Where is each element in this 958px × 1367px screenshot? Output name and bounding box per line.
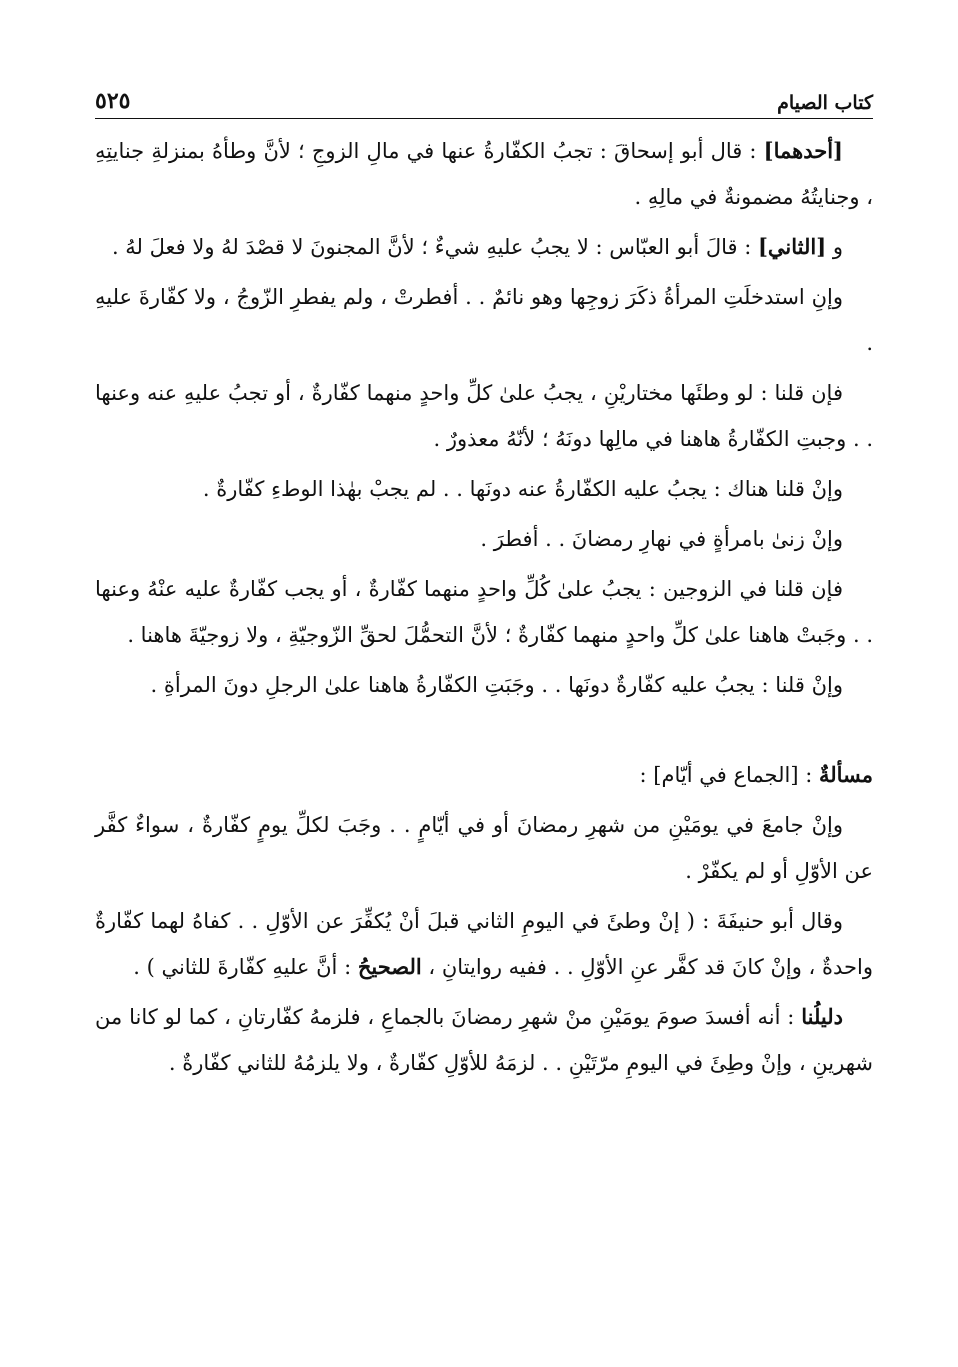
page-body: [95, 128, 873, 1090]
mas-ala-title: : [الجماع في أيّام] :: [639, 763, 819, 787]
paragraph-prefix: و: [826, 235, 843, 259]
paragraph: [95, 662, 873, 708]
paragraph-text: وإنْ قلنا : يجبُ عليه كفّارةٌ دونَها . . وجَبَتِ الكفّارةُ هاهنا علىٰ الرجلِ دونَ المرأةِ .: [150, 673, 843, 697]
paragraph: [95, 370, 873, 462]
paragraph-text: : قالَ أبو العبّاس : لا يجبُ عليهِ شيءٌ ؛ لأنَّ المجنونَ لا قصْدَ لهُ ولا فعلَ لهُ .: [111, 235, 758, 259]
paragraph: [95, 274, 873, 366]
paragraph-lead: [الثاني]: [757, 234, 827, 259]
paragraph: [95, 898, 873, 990]
paragraph-text: : أنَّ عليهِ كفّارةَ للثاني ) .: [133, 955, 358, 979]
paragraph-text: وإنْ جامعَ في يومَيْنِ من شهرِ رمضانَ أو في أيّامٍ . . وجَبَ لكلِّ يومٍ كفّارةٌ ، سواءٌ كفَّر عن الأوّلِ أو لم يكفّرْ .: [95, 813, 873, 883]
paragraph-lead: دليلُنا: [801, 1004, 843, 1029]
paragraph: [95, 802, 873, 894]
paragraph-text: وإنْ زنىٰ بامرأةٍ في نهارِ رمضانَ . . أفطرَ .: [480, 527, 843, 551]
paragraph-text: وإنِ استدخلَتِ المرأةُ ذكَرَ زوجِها وهو نائمٌ . . أفطرتْ ، ولم يفطرِ الزّوجُ ، ولا كفّارةَ عليهِ .: [95, 285, 873, 355]
paragraph-text: : أنه أفسدَ صومَ يومَيْنِ منْ شهرِ رمضانَ بالجماعِ ، فلزمهُ كفّارتانِ ، كما لو كانا من شهرينِ ، وإنْ وطِئَ في اليومِ مرّتَيْنِ . . لزمَهُ للأوّلِ كفّارةٌ ، ولا يلزمُهُ للثاني كفّارةٌ .: [95, 1005, 873, 1075]
paragraph-emphasis: الصحيحُ: [357, 954, 422, 979]
mas-ala-label: مسألةٌ: [818, 762, 873, 787]
paragraph: [95, 516, 873, 562]
paragraph: [95, 128, 873, 220]
section-gap: [95, 712, 873, 752]
paragraph-text: وإنْ قلنا هناك : يجبُ عليه الكفّارةُ عنه دونَها . . لم يجبْ بهٰذا الوطءِ كفّارةٌ .: [202, 477, 843, 501]
mas-ala-heading: [95, 752, 873, 798]
paragraph: [95, 466, 873, 512]
paragraph-lead: [أحدهما]: [763, 138, 843, 163]
paragraph-text: فإن قلنا : لو وطئَها مختاريْنِ ، يجبُ علىٰ كلِّ واحدٍ منهما كفّارةٌ ، أو تجبُ عليهِ عنه وعنها . . وجبتِ الكفّارةُ هاهنا في مالِها دونَهُ ؛ لأنّهُ معذورٌ .: [95, 381, 873, 451]
page-header: [95, 82, 873, 119]
paragraph: [95, 994, 873, 1086]
page-number: ٥٢٥: [95, 88, 131, 114]
paragraph-text: : قال أبو إسحاقَ : تجبُ الكفّارةُ عنها في مالِ الزوجِ ؛ لأنَّ وطأهُ بمنزلةِ جنايتِهِ ، وجنايتُهُ مضمونةٌ في مالِهِ .: [95, 139, 873, 209]
paragraph-text: وقال أبو حنيفَةَ : ( إنْ وطئَ في اليومِ الثاني قبلَ أنْ يُكفِّرَ عن الأوّلِ . . كفاهُ لهما كفّارةٌ واحدةٌ ، وإنْ كانَ قد كفَّر عنِ الأوّلِ . . ففيه روايتانِ ،: [95, 909, 873, 979]
paragraph: [95, 566, 873, 658]
paragraph-text: فإن قلنا في الزوجين : يجبُ علىٰ كُلِّ واحدٍ منهما كفّارةٌ ، أو يجب كفّارةٌ عليه عنْهُ وعنها . . وجَبتْ هاهنا علىٰ كلِّ واحدٍ منهما كفّارةٌ ؛ لأنَّ التحمُّلَ لحقِّ الزّوجيّةِ ، ولا زوجيّةَ هاهنا .: [95, 577, 873, 647]
running-title: كتاب الصيام: [777, 92, 873, 114]
paragraph: [95, 224, 873, 270]
